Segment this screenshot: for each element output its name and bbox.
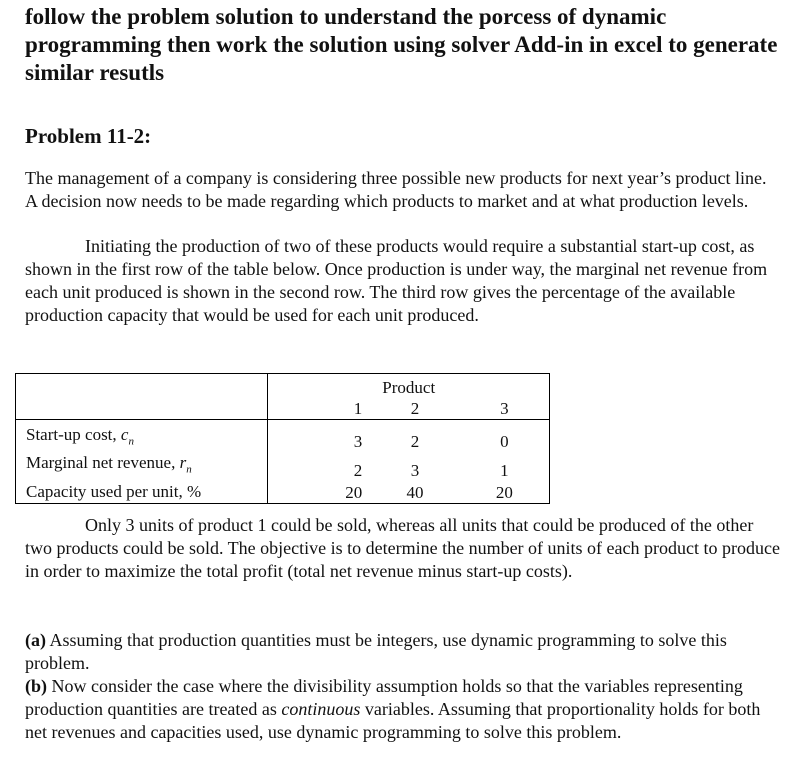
table-row-capacity	[16, 481, 550, 504]
row-label-startup-cost	[16, 420, 268, 453]
row-label-marginal-revenue	[16, 452, 268, 480]
problem-title: Problem 11-2:	[25, 124, 152, 148]
part-b-emphasis: continuous	[281, 699, 361, 719]
part-b-text-after: variables. Assuming that proportionality holds for both net revenues and capacities used, use dynamic programming to solve this problem.	[25, 699, 761, 742]
cell-value: 20	[345, 482, 363, 502]
part-b	[25, 675, 780, 744]
instruction-heading: follow the problem solution to understand the porcess of dynamic programming then work the solution using solver Add-in in excel to generate similar resutls	[25, 4, 778, 85]
row-symbol: $c_n$	[120, 425, 134, 448]
cell-value: 2	[410, 432, 420, 452]
product-group-header: Product	[382, 378, 436, 397]
product-table	[15, 373, 550, 504]
cell-value: 40	[406, 482, 424, 502]
cell-value: 20	[495, 482, 513, 502]
paragraph-objective	[25, 514, 780, 583]
row-label-capacity: Capacity used per unit, %	[16, 481, 268, 504]
table-corner-cell-lower	[16, 398, 268, 420]
table-row-marginal-revenue	[16, 452, 550, 480]
part-b-text-before: Now consider the case where the divisibility assumption holds so that the variables representing production quantities are treated as	[25, 676, 743, 719]
row-label-text: Start-up cost,	[26, 425, 121, 444]
part-a-label: (a)	[25, 630, 46, 650]
product-index-2: 2	[370, 398, 459, 420]
paragraph-objective-text: Only 3 units of product 1 could be sold, whereas all units that could be produced of the other two products could be sold. The objective is to determine the number of units of each product to produce in order to maximize the total profit (total net revenue minus start-up costs).	[25, 515, 780, 581]
product-index-3: 3	[460, 398, 550, 420]
cell-value: 2	[353, 460, 363, 480]
row-label-text: Marginal net revenue,	[26, 453, 180, 473]
cell-value: 1	[500, 460, 509, 480]
table-row-startup-cost	[16, 420, 550, 453]
cell-value: 3	[410, 460, 420, 480]
part-b-label: (b)	[25, 676, 47, 696]
product-index-1: 1	[268, 398, 370, 420]
part-a	[25, 629, 780, 675]
part-a-text: Assuming that production quantities must be integers, use dynamic programming to solve this problem.	[25, 630, 727, 673]
paragraph-startup-text: Initiating the production of two of these products would require a substantial start-up cost, as shown in the first row of the table below. Once production is under way, the marginal net revenue from each unit produced is shown in the second row. The third row gives the percentage of the available production capacity that would be used for each unit produced.	[25, 236, 768, 325]
paragraph-startup	[25, 235, 780, 327]
table-corner-cell	[16, 374, 268, 399]
cell-value: 0	[500, 432, 509, 452]
cell-value: 3	[353, 432, 363, 452]
row-symbol: $r_n$	[179, 453, 192, 476]
paragraph-intro: The management of a company is considering three possible new products for next year’s product line. A decision now needs to be made regarding which products to market and at what production levels.	[25, 168, 767, 211]
